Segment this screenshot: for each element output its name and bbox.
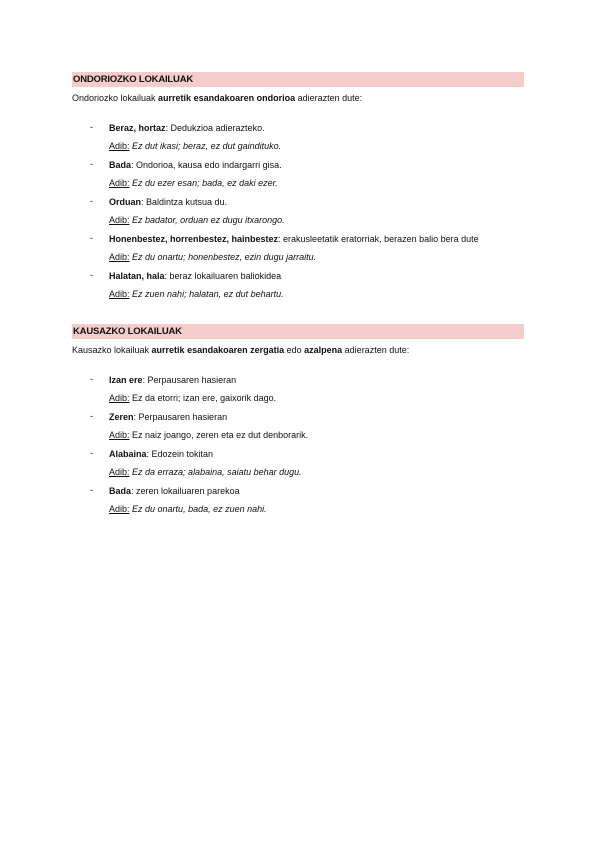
list-item — [72, 448, 524, 478]
connector-desc: : Ondorioa, kausa edo indargarri gisa. — [131, 160, 282, 170]
dash-bullet: - — [90, 448, 93, 458]
adib-label: Adib: — [109, 178, 130, 188]
connector-term: Halatan, hala — [109, 271, 165, 281]
intro-text: edo — [284, 345, 305, 355]
dash-bullet: - — [90, 122, 93, 132]
list-item — [72, 485, 524, 515]
list-item — [72, 196, 524, 226]
list-item — [72, 122, 524, 152]
adib-label: Adib: — [109, 467, 130, 477]
connector-desc: : Baldintza kutsua du. — [141, 197, 228, 207]
adib-label: Adib: — [109, 252, 130, 262]
connector-desc: : Perpausaren hasieran — [133, 412, 228, 422]
example-text: Ez dut ikasi; beraz, ez dut gaindituko. — [132, 141, 282, 151]
dash-bullet: - — [90, 485, 93, 495]
example-text: Ez du onartu; honenbestez, ezin dugu jarraitu. — [132, 252, 317, 262]
connector-term: Izan ere — [109, 375, 143, 385]
dash-bullet: - — [90, 159, 93, 169]
adib-label: Adib: — [109, 141, 130, 151]
connector-term: Orduan — [109, 197, 142, 207]
example-text: Ez naiz joango, zeren eta ez dut denborarik. — [132, 430, 309, 440]
connector-desc: : Perpausaren hasieran — [142, 375, 237, 385]
intro-text: adierazten dute: — [295, 93, 363, 103]
dash-bullet: - — [90, 270, 93, 280]
section-heading: ONDORIOZKO LOKAILUAK — [72, 72, 524, 87]
dash-bullet: - — [90, 411, 93, 421]
intro-bold: aurretik esandakoaren ondorioa — [158, 93, 296, 103]
connector-list — [72, 122, 524, 300]
example-text: Ez zuen nahi; halatan, ez dut behartu. — [132, 289, 284, 299]
connector-term: Zeren — [109, 412, 134, 422]
intro-text: Kausazko lokailuak — [72, 345, 152, 355]
connector-term: Honenbestez, horrenbestez, hainbestez — [109, 234, 279, 244]
list-item — [72, 411, 524, 441]
connector-term: Bada — [109, 486, 132, 496]
connector-desc: : zeren lokailuaren parekoa — [131, 486, 240, 496]
example-text: Ez du onartu, bada, ez zuen nahi. — [132, 504, 267, 514]
example-text: Ez badator, orduan ez dugu itxarongo. — [132, 215, 285, 225]
section-kausazko — [72, 324, 524, 515]
dash-bullet: - — [90, 196, 93, 206]
example-text: Ez du ezer esan; bada, ez daki ezer. — [132, 178, 278, 188]
section-heading: KAUSAZKO LOKAILUAK — [72, 324, 524, 339]
connector-desc: : Edozein tokitan — [146, 449, 214, 459]
section-ondoriozko — [72, 72, 524, 300]
adib-label: Adib: — [109, 289, 130, 299]
adib-label: Adib: — [109, 430, 130, 440]
connector-desc: : beraz lokailuaren baliokidea — [164, 271, 282, 281]
intro-text: Ondoriozko lokailuak — [72, 93, 159, 103]
intro-text: adierazten dute: — [342, 345, 410, 355]
list-item — [72, 233, 524, 263]
connector-term: Alabaina — [109, 449, 147, 459]
connector-desc: : Dedukzioa adierazteko. — [165, 123, 265, 133]
list-item — [72, 270, 524, 300]
example-text: Ez da etorri; izan ere, gaixorik dago. — [132, 393, 277, 403]
dash-bullet: - — [90, 233, 93, 243]
connector-term: Beraz, hortaz — [109, 123, 166, 133]
connector-list — [72, 374, 524, 515]
list-item — [72, 374, 524, 404]
dash-bullet: - — [90, 374, 93, 384]
connector-desc: : erakusleetatik eratorriak, berazen balio bera dute — [278, 234, 479, 244]
adib-label: Adib: — [109, 393, 130, 403]
list-item — [72, 159, 524, 189]
connector-term: Bada — [109, 160, 132, 170]
intro-bold: azalpena — [304, 345, 343, 355]
section-intro — [72, 344, 524, 356]
section-intro — [72, 92, 524, 104]
adib-label: Adib: — [109, 215, 130, 225]
intro-bold: aurretik esandakoaren zergatia — [151, 345, 285, 355]
example-text: Ez da erraza; alabaina, saiatu behar dugu. — [132, 467, 302, 477]
adib-label: Adib: — [109, 504, 130, 514]
